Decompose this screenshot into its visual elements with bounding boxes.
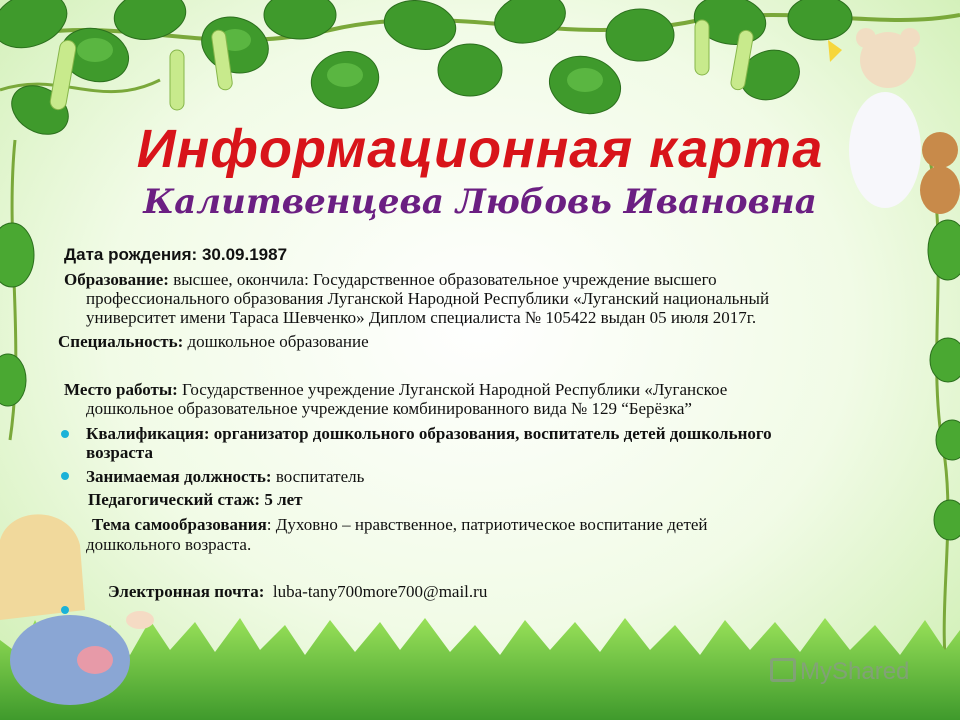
birth-line [64,245,287,264]
specialty-value: дошкольное образование [187,332,369,351]
position-line [86,467,364,486]
workplace-label: Место работы: [64,380,178,399]
selfeducation-label: Тема самообразования [92,515,267,534]
education-label: Образование: [64,270,169,289]
selfeducation-line-2: дошкольного возраста. [86,535,252,554]
email-label: Электронная почта: [108,582,265,601]
selfeducation-value: : Духовно – нравственное, патриотическое воспитание детей [266,515,708,534]
bullet-icon [61,606,69,614]
workplace-line-2: дошкольное образовательное учреждение комбинированного вида № 129 “Берёзка” [86,399,692,418]
bullet-icon [61,472,69,480]
specialty-label: Специальность: [58,332,184,351]
birth-label: Дата рождения: [64,245,198,264]
person-name: Калитвенцева Любовь Ивановна [143,182,817,222]
watermark [770,658,909,686]
watermark-text: MyShared [800,658,910,685]
email-line [108,582,487,601]
page-title: Информационная карта [136,119,824,179]
position-value: воспитатель [275,467,365,486]
experience-line: Педагогический стаж: 5 лет [88,490,303,509]
qualification-line-1: Квалификация: организатор дошкольного образования, воспитатель детей дошкольного [86,424,772,443]
selfeducation-line-1 [92,515,708,534]
position-label: Занимаемая должность: [86,467,272,486]
birth-value: 30.09.1987 [201,245,288,264]
education-line-2: профессионального образования Луганской Народной Республики «Луганский национальный [86,289,770,308]
education-line-3: университет имени Тараса Шевченко» Диплом специалиста № 105422 выдан 05 июля 2017г. [86,308,757,327]
bullet-icon [61,430,69,438]
workplace-text-1: Государственное учреждение Луганской Народной Республики «Луганское [182,380,728,399]
qualification-line-2: возраста [86,443,153,462]
presentation-icon [770,658,796,682]
education-text-1: высшее, окончила: Государственное образовательное учреждение высшего [173,270,717,289]
email-value[interactable]: luba-tany700more700@mail.ru [272,582,488,601]
specialty-line [58,332,369,351]
education-line-1 [64,270,717,289]
workplace-line-1 [64,380,727,399]
